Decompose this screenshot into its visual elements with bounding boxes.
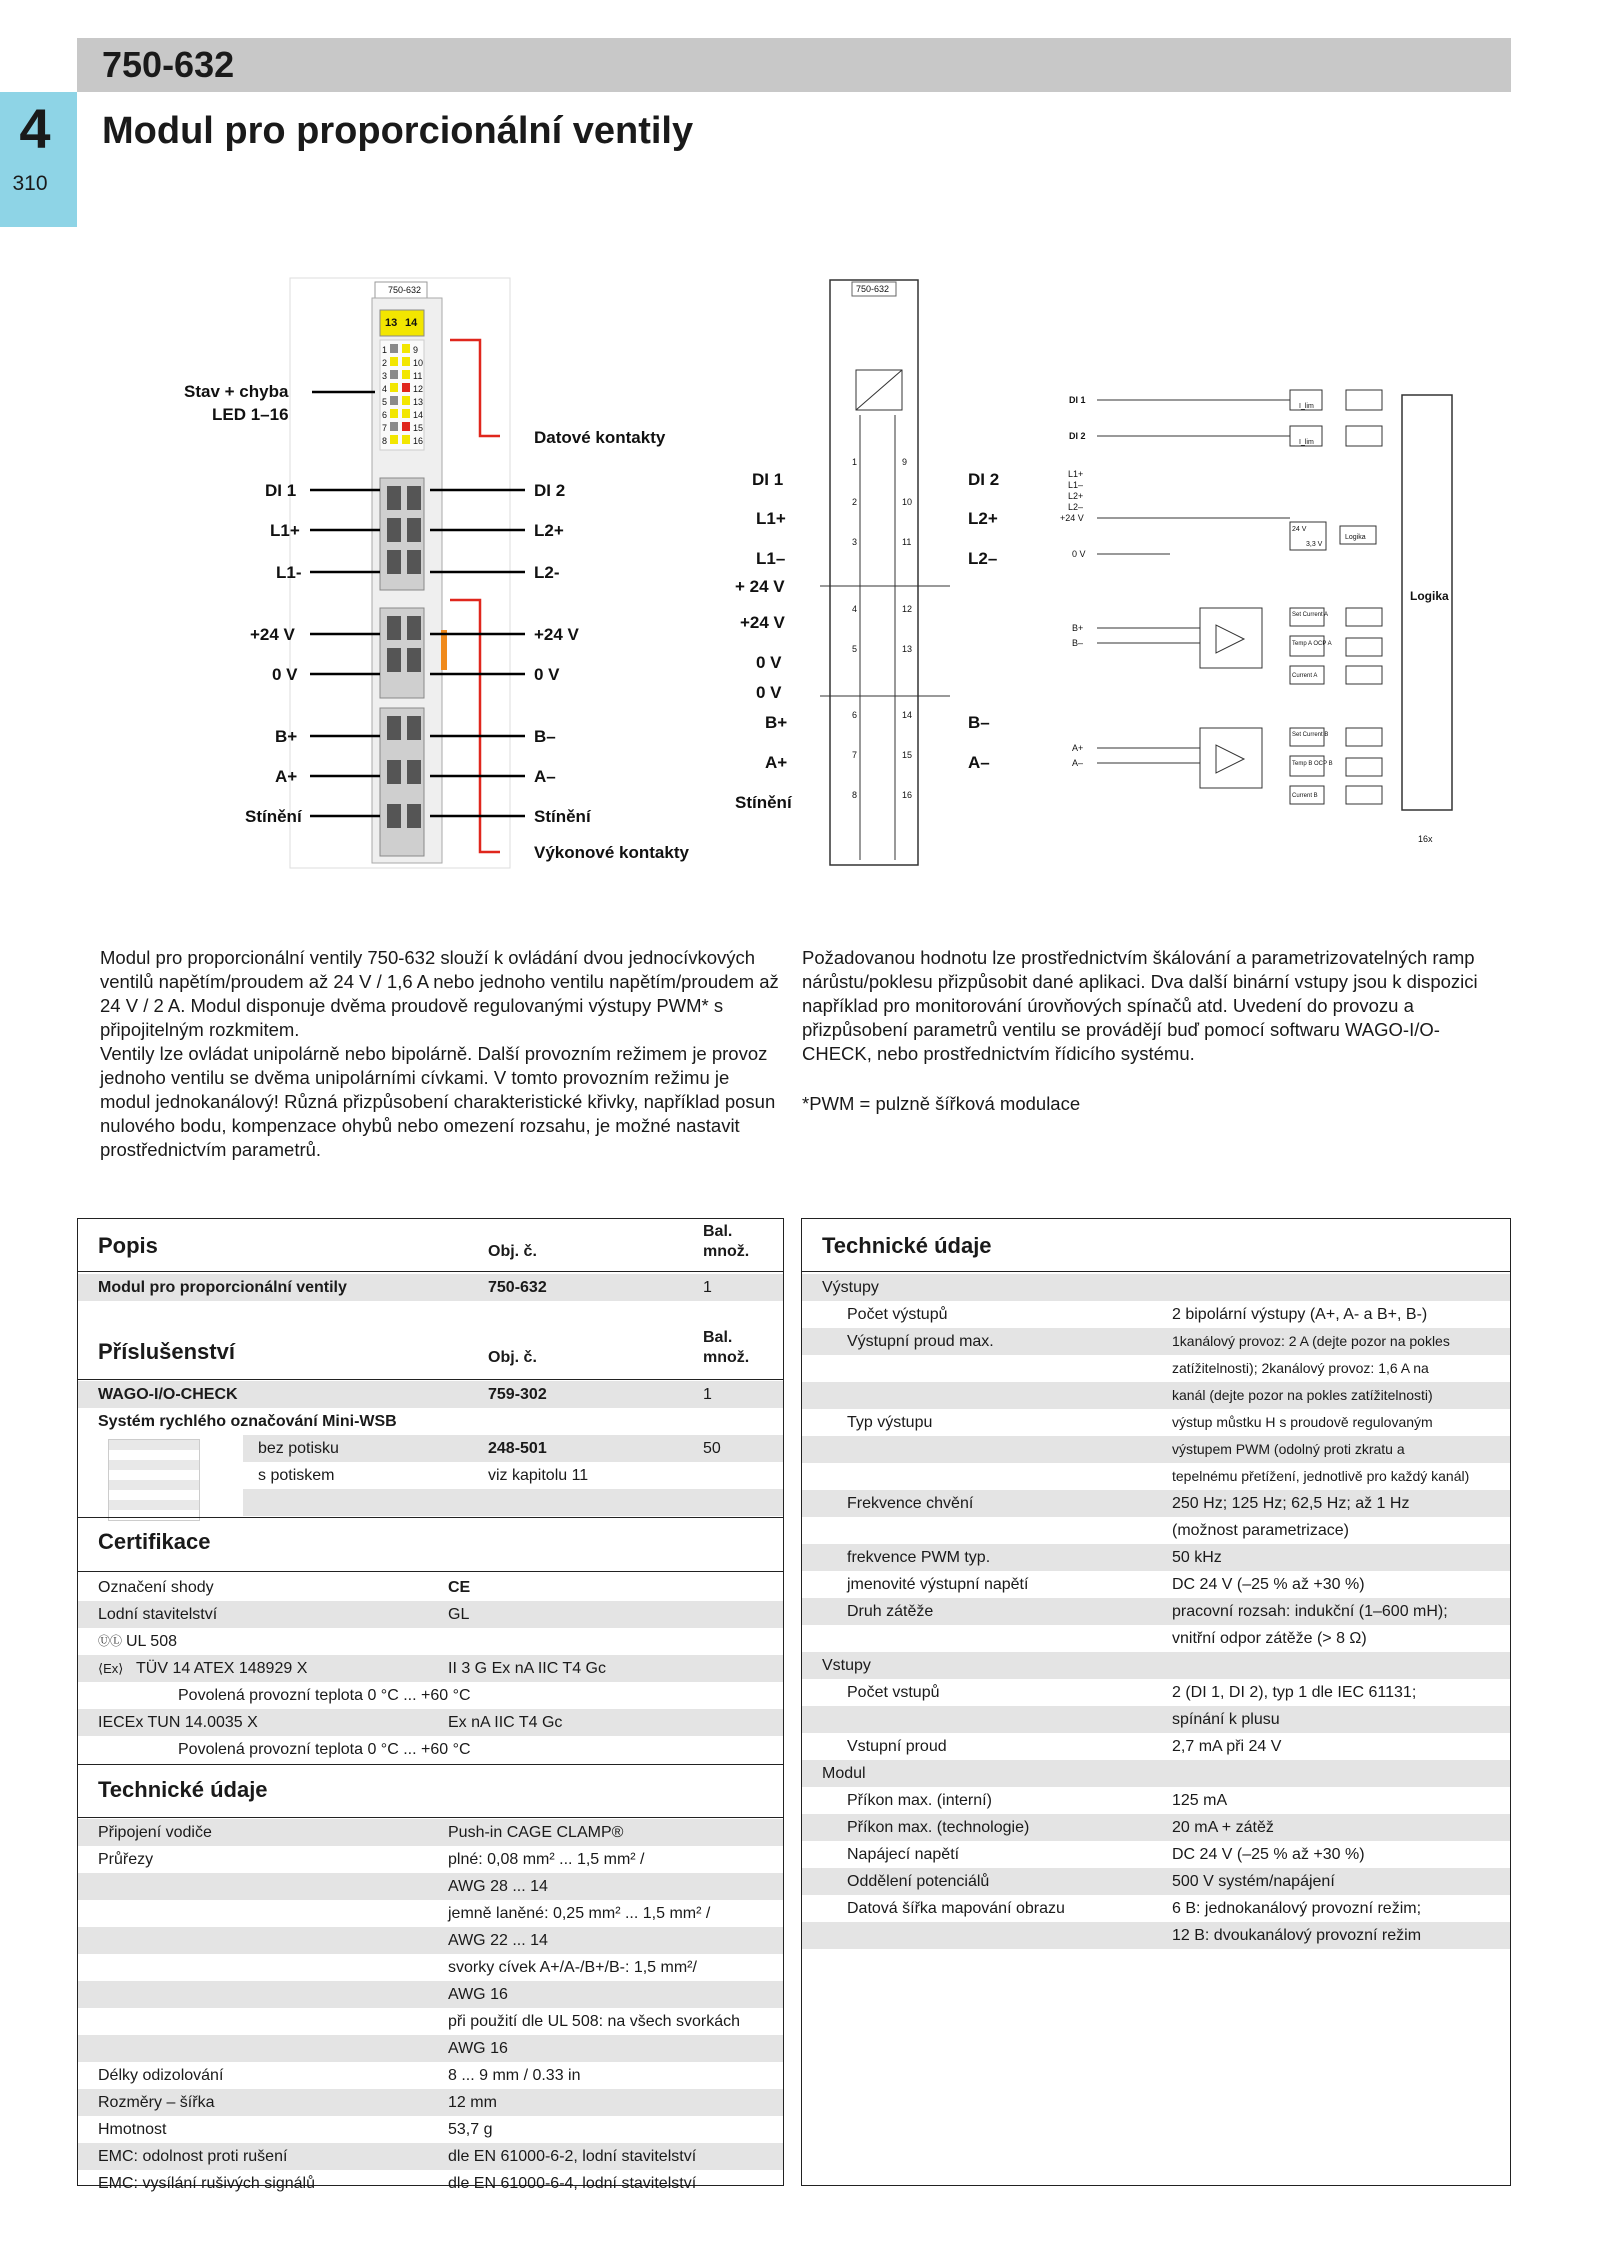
sch-di2: DI 2 <box>1069 431 1086 441</box>
table-row <box>78 1954 783 1981</box>
label-di1: DI 1 <box>265 481 297 500</box>
tech-value: tepelnému přetížení, jednotlivě pro každý kanál) <box>1172 1468 1470 1484</box>
tech-value: plné: 0,08 mm² ... 1,5 mm² / <box>448 1851 645 1868</box>
sch-l1p: L1+ <box>1068 469 1084 479</box>
mid-label-0v-a: 0 V <box>756 653 782 672</box>
sch-16x: 16x <box>1418 834 1433 844</box>
tech-value: 12 mm <box>448 2094 497 2111</box>
contact-num: 13 <box>902 644 913 654</box>
tech-key: Výstupní proud max. <box>847 1333 994 1350</box>
cert-key: TÜV 14 ATEX 148929 X <box>136 1660 308 1677</box>
led-number: 5 <box>382 397 388 407</box>
accessory-qty: 50 <box>703 1440 721 1457</box>
tech-value: 8 ... 9 mm / 0.33 in <box>448 2067 581 2084</box>
cert-key: UL 508 <box>126 1633 177 1650</box>
contact-num: 14 <box>902 710 913 720</box>
table-row <box>78 1900 783 1927</box>
page-number: 310 <box>12 172 48 195</box>
tech-value: Push-in CAGE CLAMP® <box>448 1824 624 1841</box>
table-row <box>78 1274 783 1301</box>
cert-key: Povolená provozní teplota 0 °C ... +60 °C <box>178 1741 471 1758</box>
cert-key: IECEx TUN 14.0035 X <box>98 1714 258 1731</box>
tech-key: Příkon max. (technologie) <box>847 1819 1030 1836</box>
tech-key: EMC: vysílání rušivých signálů <box>98 2175 315 2192</box>
tech-value: výstup můstku H s proudově regulovaným <box>1172 1414 1433 1430</box>
product-code-cell: 750-632 <box>488 1279 547 1296</box>
tech-value: zatížitelnosti); 2kanálový provoz: 1,6 A na <box>1172 1360 1429 1376</box>
table-row <box>78 1682 783 1709</box>
table-row <box>802 1301 1510 1328</box>
tech-key: Výstupy <box>822 1279 879 1296</box>
accessories-col-pack-b: množ. <box>703 1349 750 1366</box>
led-number: 11 <box>413 371 423 381</box>
led-indicator <box>390 357 398 366</box>
tech-value: (možnost parametrizace) <box>1172 1522 1349 1539</box>
tech-value: DC 24 V (–25 % až +30 %) <box>1172 1846 1365 1863</box>
mid-label-plus24v-b: +24 V <box>740 613 785 632</box>
tech-key: Druh zátěže <box>847 1603 934 1620</box>
cert-key: Označení shody <box>98 1579 214 1596</box>
accessory-name: s potiskem <box>258 1467 335 1484</box>
contact-num: 3 <box>852 537 858 547</box>
table-row <box>243 1435 783 1462</box>
led-indicator <box>402 435 410 444</box>
tech-value: 50 kHz <box>1172 1549 1222 1566</box>
mid-label-di1: DI 1 <box>752 470 784 489</box>
contact-num: 7 <box>852 750 858 760</box>
led-number: 14 <box>413 410 424 420</box>
accessory-name: bez potisku <box>258 1440 339 1457</box>
label-power-contacts: Výkonové kontakty <box>534 843 689 862</box>
tech-key: jmenovité výstupní napětí <box>847 1576 1029 1593</box>
table-row <box>78 1819 783 1846</box>
tech-value: AWG 22 ... 14 <box>448 1932 548 1949</box>
led-number: 10 <box>413 358 424 368</box>
tech-value: 250 Hz; 125 Hz; 62,5 Hz; až 1 Hz <box>1172 1495 1410 1512</box>
product-code: 750-632 <box>102 44 235 85</box>
accessories-col-pack-a: Bal. <box>703 1329 733 1346</box>
page-title: Modul pro proporcionální ventily <box>102 110 694 152</box>
cert-key: Lodní stavitelství <box>98 1606 218 1623</box>
table-row <box>78 2008 783 2035</box>
contact-num: 15 <box>902 750 913 760</box>
table-row <box>802 1706 1510 1733</box>
led-number: 3 <box>382 371 388 381</box>
table-row <box>78 2170 783 2197</box>
table-row <box>78 1981 783 2008</box>
table-row <box>78 1927 783 1954</box>
sch-plus24v: +24 V <box>1060 513 1084 523</box>
label-di2: DI 2 <box>534 481 566 500</box>
led-number: 13 <box>413 397 424 407</box>
label-status-error: Stav + chyba <box>184 382 289 401</box>
tech-value: DC 24 V (–25 % až +30 %) <box>1172 1576 1365 1593</box>
led-indicator <box>402 409 410 418</box>
table-row <box>243 1462 783 1489</box>
sch-l2p: L2+ <box>1068 491 1084 501</box>
tech-value: výstupem PWM (odolný proti zkratu a <box>1172 1441 1405 1457</box>
table-row <box>802 1787 1510 1814</box>
description-right <box>802 946 1502 1116</box>
label-plus24v-right: +24 V <box>534 625 579 644</box>
table-row <box>78 1574 783 1601</box>
tech-value: AWG 16 <box>448 1986 508 2003</box>
accessory-code: viz kapitolu 11 <box>488 1467 589 1484</box>
mid-label-a-minus: A– <box>968 753 990 772</box>
sch-l2m: L2– <box>1068 502 1084 512</box>
contact-num: 5 <box>852 644 858 654</box>
sch-33v: 3,3 V <box>1306 541 1323 548</box>
tech-value: AWG 28 ... 14 <box>448 1878 548 1895</box>
cert-value: Ex nA IIC T4 Gc <box>448 1714 563 1731</box>
led-number: 7 <box>382 423 388 433</box>
table-row <box>802 1598 1510 1625</box>
table-row <box>802 1571 1510 1598</box>
sch-set-a: Set Current A <box>1292 612 1329 618</box>
contact-module-code: 750-632 <box>856 284 890 294</box>
sch-a-minus: A– <box>1072 758 1084 768</box>
tech-key: Počet výstupů <box>847 1306 948 1323</box>
module-code-label: 750-632 <box>388 285 422 295</box>
label-led-range: LED 1–16 <box>212 405 289 424</box>
led-indicator <box>390 435 398 444</box>
tech-key: EMC: odolnost proti rušení <box>98 2148 288 2165</box>
table-row <box>802 1463 1510 1490</box>
table-row <box>802 1895 1510 1922</box>
accessory-code: 759-302 <box>488 1386 547 1403</box>
ul-icon: ⓊⓁ <box>98 1634 123 1648</box>
table-row <box>802 1328 1510 1355</box>
contact-num: 6 <box>852 710 858 720</box>
table-row <box>78 1655 783 1682</box>
table-row <box>802 1355 1510 1382</box>
table-row <box>78 2062 783 2089</box>
led-number: 9 <box>413 345 419 355</box>
contact-num: 11 <box>902 537 912 547</box>
tech-value: při použití dle UL 508: na všech svorkách <box>448 2013 741 2030</box>
mid-label-l1-plus: L1+ <box>756 509 786 528</box>
mid-label-l2-plus: L2+ <box>968 509 998 528</box>
ex-icon: ⟨Ex⟩ <box>98 1661 124 1676</box>
tech-value: 20 mA + zátěž <box>1172 1819 1274 1836</box>
popis-col-pack-b: množ. <box>703 1243 750 1260</box>
order-data-table <box>77 1218 784 2192</box>
tech-value: 1kanálový provoz: 2 A (dejte pozor na pokles <box>1172 1333 1450 1349</box>
table-row <box>802 1409 1510 1436</box>
popis-col-pack-a: Bal. <box>703 1223 733 1240</box>
table-row <box>802 1814 1510 1841</box>
tech-value: 6 B: jednokanálový provozní režim; <box>1172 1900 1422 1917</box>
label-plus24v: +24 V <box>250 625 295 644</box>
label-shield-right: Stínění <box>534 807 591 826</box>
led-indicator <box>402 370 410 379</box>
tech-key: Napájecí napětí <box>847 1846 960 1863</box>
terminal-block-3 <box>380 708 424 856</box>
tech-key: Modul <box>822 1765 866 1782</box>
popis-heading: Popis <box>98 1233 158 1258</box>
tech-key: Průřezy <box>98 1851 154 1868</box>
table-row <box>802 1760 1510 1787</box>
led-indicator <box>402 383 410 392</box>
tech-value: spínání k plusu <box>1172 1711 1280 1728</box>
contact-num: 9 <box>902 457 908 467</box>
table-row <box>802 1517 1510 1544</box>
label-0v-right: 0 V <box>534 665 560 684</box>
contact-num: 10 <box>902 497 913 507</box>
wiring-diagram <box>0 260 1600 900</box>
sch-cur-a: Current A <box>1292 673 1318 679</box>
tech-key: Typ výstupu <box>847 1414 933 1431</box>
led-indicator <box>402 357 410 366</box>
contact-num: 12 <box>902 604 913 614</box>
led-indicator <box>390 396 398 405</box>
mid-label-a-plus: A+ <box>765 753 788 772</box>
led-indicator <box>402 396 410 405</box>
table-row <box>802 1679 1510 1706</box>
label-a-plus: A+ <box>275 767 298 786</box>
sch-ilim-1: I_lim <box>1299 403 1314 410</box>
led-indicator <box>390 422 398 431</box>
product-name: Modul pro proporcionální ventily <box>98 1279 347 1296</box>
tech-key: Hmotnost <box>98 2121 167 2138</box>
table-row <box>802 1544 1510 1571</box>
label-l1-plus: L1+ <box>270 521 300 540</box>
led-grid <box>380 340 424 450</box>
led-indicator <box>390 344 398 353</box>
contact-diagram <box>820 280 950 865</box>
table-row <box>802 1274 1510 1301</box>
contact-labels <box>735 470 999 812</box>
led-number: 1 <box>382 345 388 355</box>
led-number: 8 <box>382 436 388 446</box>
tech-value: jemně laněné: 0,25 mm² ... 1,5 mm² / <box>448 1905 711 1922</box>
table-row <box>78 1408 783 1435</box>
table-row <box>802 1868 1510 1895</box>
sch-b-plus: B+ <box>1072 623 1084 633</box>
chapter-number: 4 <box>19 97 51 160</box>
tech-value: 500 V systém/napájení <box>1172 1873 1335 1890</box>
cert-value: GL <box>448 1606 470 1623</box>
tech-key: Příkon max. (interní) <box>847 1792 992 1809</box>
table-row <box>243 1489 783 1516</box>
table-row <box>78 1381 783 1408</box>
tech-value: 53,7 g <box>448 2121 493 2138</box>
technical-data-table <box>801 1218 1511 2186</box>
sch-b-minus: B– <box>1072 638 1084 648</box>
table-row <box>78 1628 783 1655</box>
table-row <box>802 1382 1510 1409</box>
tech-value: kanál (dejte pozor na pokles zatížitelnosti) <box>1172 1387 1433 1403</box>
label-a-minus: A– <box>534 767 556 786</box>
marker-strip-image <box>108 1439 200 1521</box>
contact-num: 8 <box>852 790 858 800</box>
led-indicator <box>402 344 410 353</box>
mid-label-b-minus: B– <box>968 713 990 732</box>
sch-24v: 24 V <box>1292 526 1307 533</box>
led-number: 16 <box>413 436 424 446</box>
header-bar <box>77 38 1511 92</box>
contact-num: 16 <box>902 790 913 800</box>
tech-key: Vstupní proud <box>847 1738 947 1755</box>
tech-key: Oddělení potenciálů <box>847 1873 990 1890</box>
ce-mark: CE <box>448 1579 471 1596</box>
tech-value: 2 (DI 1, DI 2), typ 1 dle IEC 61131; <box>1172 1684 1417 1701</box>
tech-key: Připojení vodiče <box>98 1824 212 1841</box>
label-b-plus: B+ <box>275 727 298 746</box>
tech-value: AWG 16 <box>448 2040 508 2057</box>
table-row <box>78 2035 783 2062</box>
table-row <box>78 1601 783 1628</box>
label-data-contacts: Datové kontakty <box>534 428 666 447</box>
terminal-block-1 <box>380 478 424 590</box>
accessory-qty: 1 <box>703 1386 712 1403</box>
tech-value: 125 mA <box>1172 1792 1228 1809</box>
label-l2-minus: L2- <box>534 563 560 582</box>
cert-value: II 3 G Ex nA IIC T4 Gc <box>448 1660 606 1677</box>
tech-key: Počet vstupů <box>847 1684 940 1701</box>
product-qty: 1 <box>703 1279 712 1296</box>
table-row <box>78 1709 783 1736</box>
table-row <box>802 1625 1510 1652</box>
sch-di1: DI 1 <box>1069 395 1086 405</box>
contact-num: 4 <box>852 604 858 614</box>
tech-value: 2 bipolární výstupy (A+, A- a B+, B-) <box>1172 1306 1428 1323</box>
led-number: 2 <box>382 358 388 368</box>
tech-value: vnitřní odpor zátěže (> 8 Ω) <box>1172 1630 1367 1647</box>
table-row <box>78 1736 783 1763</box>
accessories-heading: Příslušenství <box>98 1339 235 1364</box>
table-row <box>78 1846 783 1873</box>
table-row <box>802 1652 1510 1679</box>
led-indicator <box>390 370 398 379</box>
led-indicator <box>402 422 410 431</box>
label-0v: 0 V <box>272 665 298 684</box>
tech-value: dle EN 61000-6-2, lodní stavitelství <box>448 2148 697 2165</box>
description-left <box>100 946 780 1162</box>
led-number: 15 <box>413 423 424 433</box>
sch-logic: Logika <box>1410 589 1449 603</box>
contact-num: 2 <box>852 497 858 507</box>
tech-value: svorky cívek A+/A-/B+/B-: 1,5 mm²/ <box>448 1959 697 1976</box>
accessory-code: 248-501 <box>488 1440 547 1457</box>
table-row <box>78 2143 783 2170</box>
sch-set-b: Set Current B <box>1292 732 1329 738</box>
mid-label-shield: Stínění <box>735 793 792 812</box>
mid-label-l2-minus: L2– <box>968 549 998 568</box>
label-b-minus: B– <box>534 727 556 746</box>
mid-label-b-plus: B+ <box>765 713 788 732</box>
table-row <box>78 2116 783 2143</box>
contact-num: 1 <box>852 457 858 467</box>
sch-a-plus: A+ <box>1072 743 1084 753</box>
label-l2-plus: L2+ <box>534 521 564 540</box>
description-paragraph: Modul pro proporcionální ventily 750-632 slouží k ovládání dvou jednocívkových ventilů napětím/proudem až 24 V / 1,6 A nebo jednoho ventilu napětím/proudem až 24 V / 2 A. Modul disponuje dvěma proudově regulovanými výstupy PWM* s připojitelným rozkmitem. <box>100 947 779 1040</box>
mid-label-l1-minus: L1– <box>756 549 786 568</box>
accessories-col-order: Obj. č. <box>488 1349 537 1366</box>
left-labels <box>184 382 380 826</box>
sch-temp-a: Temp A OCP A <box>1292 641 1332 647</box>
tech-key: Datová šířka mapování obrazu <box>847 1900 1065 1917</box>
label-l1-minus: L1- <box>276 563 302 582</box>
tech-key: Délky odizolování <box>98 2067 224 2084</box>
tech-value: dle EN 61000-6-4, lodní stavitelství <box>448 2175 697 2192</box>
mid-label-plus24v-a: + 24 V <box>735 577 785 596</box>
popis-col-order: Obj. č. <box>488 1243 537 1260</box>
led-number: 12 <box>413 384 424 394</box>
led-number: 6 <box>382 410 388 420</box>
led-13-label: 13 <box>385 317 398 329</box>
sch-0v: 0 V <box>1072 549 1086 559</box>
cert-key: Povolená provozní teplota 0 °C ... +60 °C <box>178 1687 471 1704</box>
sch-l1m: L1– <box>1068 480 1084 490</box>
tech-value: 12 B: dvoukanálový provozní režim <box>1172 1927 1422 1944</box>
table-row <box>802 1436 1510 1463</box>
tech-key: frekvence PWM typ. <box>847 1549 991 1566</box>
mid-label-0v-b: 0 V <box>756 683 782 702</box>
table-row <box>802 1490 1510 1517</box>
sch-temp-b: Temp B OCP B <box>1292 761 1333 767</box>
tech-key: Frekvence chvění <box>847 1495 974 1512</box>
accessory-name: WAGO-I/O-CHECK <box>98 1386 238 1403</box>
led-indicator <box>390 409 398 418</box>
sch-cur-b: Current B <box>1292 793 1318 799</box>
label-shield-left: Stínění <box>245 807 302 826</box>
pwm-footnote: *PWM = pulzně šířková modulace <box>802 1093 1081 1114</box>
sch-ilim-2: I_lim <box>1299 439 1314 446</box>
accessory-name: Systém rychlého označování Mini-WSB <box>98 1413 397 1430</box>
sch-logic-small: Logika <box>1345 534 1366 541</box>
tech-key: Rozměry – šířka <box>98 2094 215 2111</box>
table-row <box>802 1841 1510 1868</box>
mid-label-di2: DI 2 <box>968 470 1000 489</box>
led-number: 4 <box>382 384 388 394</box>
tech-value: 2,7 mA při 24 V <box>1172 1738 1282 1755</box>
tech-data-heading: Technické údaje <box>98 1777 268 1802</box>
description-paragraph: Ventily lze ovládat unipolárně nebo bipolárně. Další provozním režimem je provoz jednoho ventilu se dvěma unipolárními cívkami. V tomto provozním režimu je modul jednokanálový! Různá přizpůsobení charakteristické křivky, například posun nulového bodu, kompenzace ohybů nebo omezení rozsahu, je možné nastavit prostřednictvím parametrů. <box>100 1043 776 1160</box>
led-14-label: 14 <box>405 317 418 329</box>
led-indicator <box>390 383 398 392</box>
description-paragraph: Požadovanou hodnotu lze prostřednictvím škálování a parametrizovatelných ramp nárůstu/poklesu přizpůsobit dané aplikaci. Dva další binární vstupy jsou k dispozici například pro monitorování úrovňových spínačů atd. Uvedení do provozu a přizpůsobení parametrů ventilu se provádějí buď pomocí softwaru WAGO-I/O-CHECK, nebo prostřednictvím řídicího systému. <box>802 947 1478 1064</box>
right-labels <box>430 428 689 862</box>
tech-heading-right: Technické údaje <box>822 1233 992 1258</box>
tech-value: pracovní rozsah: indukční (1–600 mH); <box>1172 1603 1448 1620</box>
table-row <box>78 2089 783 2116</box>
contact-numbers <box>852 457 912 800</box>
table-row <box>78 1873 783 1900</box>
certification-heading: Certifikace <box>98 1529 211 1554</box>
table-row <box>802 1733 1510 1760</box>
tech-key: Vstupy <box>822 1657 871 1674</box>
table-row <box>802 1922 1510 1949</box>
circuit-schematic <box>1060 390 1452 844</box>
